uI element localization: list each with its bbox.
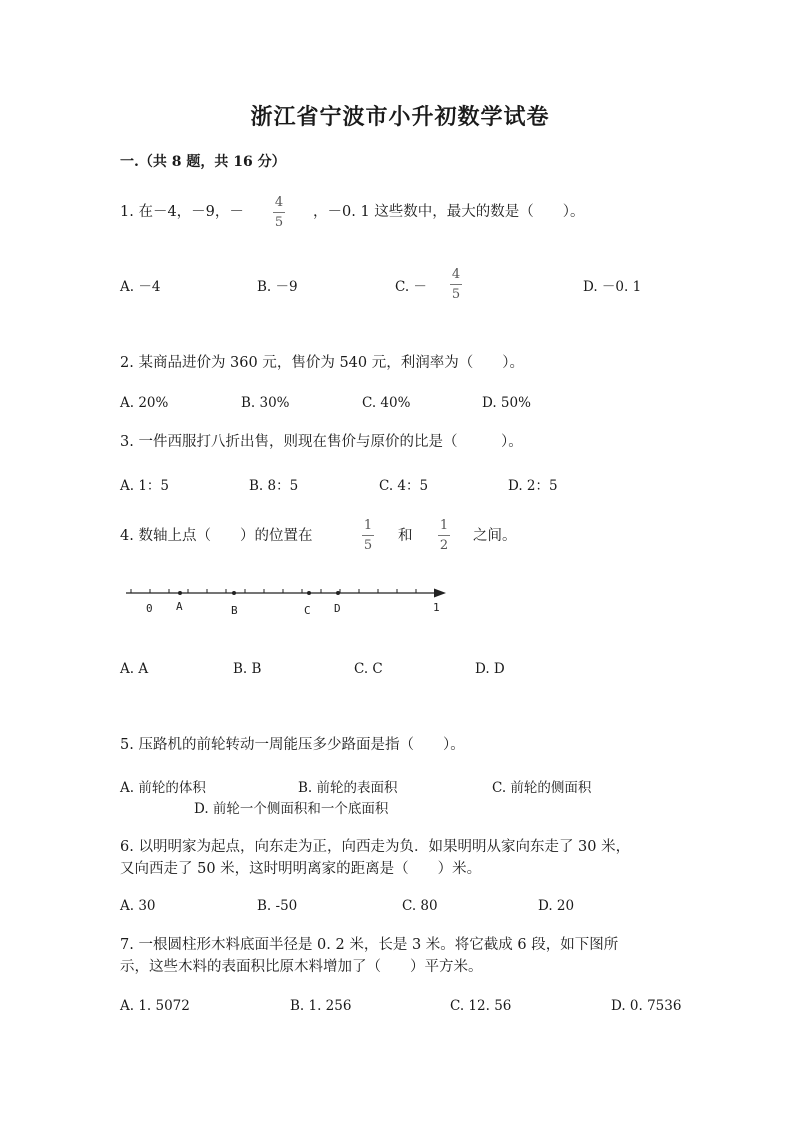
question-3-text: 3. 一件西服打八折出售，则现在售价与原价的比是（ ）。 [120, 434, 523, 450]
question-4-text-a: 4. 数轴上点（ ）的位置在 [120, 528, 313, 544]
question-4-fraction-2 [438, 519, 450, 552]
section-heading: 一.（共 8 题，共 16 分） [120, 154, 286, 170]
label-b: B [231, 604, 238, 617]
q2-option-b[interactable]: B. 30% [241, 395, 290, 411]
q2-option-d[interactable]: D. 50% [482, 395, 531, 411]
question-5-text: 5. 压路机的前轮转动一周能压多少路面是指（ ）。 [120, 737, 465, 753]
number-line [120, 580, 460, 620]
fraction-bar [438, 535, 450, 536]
label-d: D [334, 602, 341, 615]
q7-option-a[interactable]: A. 1. 5072 [120, 998, 190, 1014]
fraction-bar [362, 535, 374, 536]
q7-option-d[interactable]: D. 0. 7536 [611, 998, 682, 1014]
question-1-fraction [273, 196, 285, 229]
number-line-arrow [434, 589, 446, 598]
q1-option-c[interactable]: C. － [395, 279, 427, 295]
fraction-numerator: 4 [451, 267, 461, 282]
q4-option-d[interactable]: D. D [475, 661, 505, 677]
fraction-numerator: 1 [363, 518, 373, 533]
point-a-dot [178, 591, 182, 595]
q3-option-d[interactable]: D. 2：5 [508, 478, 558, 494]
question-1-text-a: 1. 在－4，－9，－ [120, 204, 244, 220]
q1-option-c-fraction [450, 268, 462, 301]
q6-option-d[interactable]: D. 20 [538, 898, 575, 914]
question-6-line-1: 6. 以明明家为起点，向东走为正，向西走为负．如果明明从家向东走了 30 米， [120, 839, 631, 855]
q6-option-b[interactable]: B. -50 [257, 898, 298, 914]
question-2-text: 2. 某商品进价为 360 元，售价为 540 元，利润率为（ ）。 [120, 355, 524, 371]
q7-option-b[interactable]: B. 1. 256 [290, 998, 352, 1014]
q1-option-b[interactable]: B. －9 [257, 279, 298, 295]
q2-option-c[interactable]: C. 40% [362, 395, 411, 411]
question-6-line-2: 又向西走了 50 米，这时明明离家的距离是（ ）米。 [120, 861, 482, 877]
fraction-bar [273, 212, 285, 213]
label-a: A [176, 600, 183, 613]
q4-option-c[interactable]: C. C [354, 661, 383, 677]
q2-option-a[interactable]: A. 20% [120, 395, 169, 411]
question-7-line-2: 示，这些木料的表面积比原木料增加了（ ）平方米。 [120, 959, 483, 975]
fraction-denominator: 5 [451, 287, 461, 302]
q6-option-c[interactable]: C. 80 [402, 898, 438, 914]
label-0: 0 [146, 602, 153, 615]
q6-option-a[interactable]: A. 30 [120, 898, 156, 914]
q4-option-b[interactable]: B. B [233, 661, 262, 677]
label-1: 1 [433, 601, 440, 614]
q1-option-d[interactable]: D. －0. 1 [583, 279, 642, 295]
fraction-denominator: 5 [363, 538, 373, 553]
page-title: 浙江省宁波市小升初数学试卷 [250, 104, 550, 130]
q5-option-a[interactable]: A. 前轮的体积 [120, 780, 206, 796]
question-1-text-b: ，－0. 1 这些数中，最大的数是（ ）。 [313, 204, 585, 220]
point-c-dot [307, 591, 311, 595]
q3-option-c[interactable]: C. 4：5 [379, 478, 429, 494]
question-7-line-1: 7. 一根圆柱形木料底面半径是 0. 2 米，长是 3 米。将它截成 6 段，如下图所 [120, 937, 619, 953]
fraction-denominator: 5 [274, 215, 284, 230]
q1-option-a[interactable]: A. －4 [120, 279, 161, 295]
question-4-text-b: 之间。 [473, 528, 517, 544]
q5-option-d[interactable]: D. 前轮一个侧面积和一个底面积 [194, 801, 389, 817]
point-b-dot [232, 591, 236, 595]
q5-option-b[interactable]: B. 前轮的表面积 [298, 780, 398, 796]
question-4-text-mid: 和 [398, 528, 413, 544]
fraction-numerator: 1 [439, 518, 449, 533]
q4-option-a[interactable]: A. A [120, 661, 149, 677]
q3-option-a[interactable]: A. 1：5 [120, 478, 170, 494]
fraction-denominator: 2 [439, 538, 449, 553]
point-d-dot [336, 591, 340, 595]
question-4-fraction-1 [362, 519, 374, 552]
q3-option-b[interactable]: B. 8：5 [249, 478, 299, 494]
label-c: C [304, 604, 311, 617]
fraction-numerator: 4 [274, 195, 284, 210]
fraction-bar [450, 284, 462, 285]
q7-option-c[interactable]: C. 12. 56 [450, 998, 512, 1014]
q5-option-c[interactable]: C. 前轮的侧面积 [492, 780, 592, 796]
